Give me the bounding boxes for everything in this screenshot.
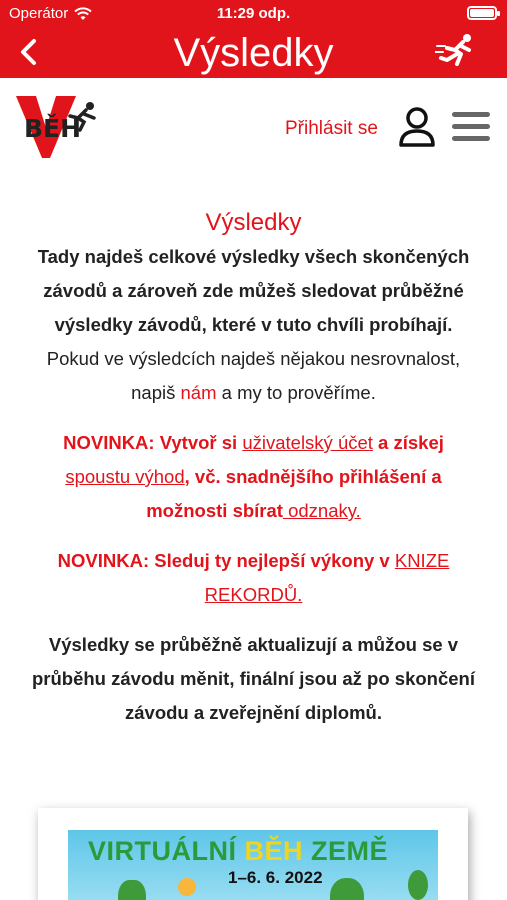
hamburger-menu-icon[interactable] (452, 112, 490, 144)
battery-icon (467, 6, 497, 20)
contact-link[interactable]: nám (180, 382, 217, 403)
logo-text: BĚH (24, 114, 82, 143)
race-banner-image (68, 830, 438, 900)
login-link[interactable]: Přihlásit se (285, 118, 378, 139)
nav-title: Výsledky (173, 31, 334, 75)
tree-illustration (118, 880, 146, 900)
banner-title-b: BĚH (244, 836, 304, 866)
runner-icon (435, 32, 479, 72)
update-note: Výsledky se průběžně aktualizují a můžou se v průběhu závodu měnit, finální jsou až po skončení závodu a zveřejnění diplomů. (31, 634, 475, 723)
intro-bold-text: Tady najdeš celkové výsledky všech skončených závodů a zároveň zde můžeš sledovat průběžné výsledky závodů, které v tuto chvíli probíhají. (37, 246, 470, 335)
clock: 11:29 odp. (216, 5, 291, 22)
runner-button[interactable] (435, 32, 479, 72)
user-account-link[interactable]: uživatelský účet (242, 432, 373, 453)
race-banner-card[interactable] (38, 808, 468, 900)
intro-end-text: a my to prověříme. (216, 382, 376, 403)
news-records-text: NOVINKA: Sleduj ty nejlepší výkony v (57, 550, 395, 571)
banner-date: 1–6. 6. 2022 (228, 868, 323, 887)
banner-title-a: VIRTUÁLNÍ (88, 836, 245, 866)
page-heading: Výsledky (205, 209, 302, 236)
news-account-text: NOVINKA: Vytvoř si (63, 432, 243, 453)
news-account-text-3: , vč. snadnějšího přihlášení a možnosti sbírat (146, 466, 442, 521)
records-book-link[interactable]: KNIZE REKORDŮ. (204, 550, 450, 605)
leaf-illustration (408, 870, 428, 900)
carrier-name: Operátor (9, 5, 69, 22)
status-bar (0, 0, 507, 28)
app-header (0, 0, 507, 78)
beh-logo[interactable] (14, 92, 106, 160)
intro-text: Pokud ve výsledcích najdeš nějakou nesrovnalost, napiš (46, 348, 461, 403)
user-button[interactable] (398, 106, 436, 148)
news-records (30, 544, 477, 612)
banner-title-c: ZEMĚ (303, 836, 389, 866)
badges-link[interactable]: odznaky. (282, 500, 361, 521)
news-account (30, 426, 477, 528)
results-info (30, 206, 477, 730)
benefits-link[interactable]: spoustu výhod (65, 466, 185, 487)
site-header (0, 88, 507, 162)
nav-bar (0, 28, 507, 78)
sun-illustration (178, 878, 196, 896)
banner-title (88, 836, 388, 867)
news-account-text-2: a získej (372, 432, 444, 453)
intro-paragraph (30, 240, 477, 410)
user-icon (398, 106, 436, 148)
tree-illustration (330, 878, 364, 900)
